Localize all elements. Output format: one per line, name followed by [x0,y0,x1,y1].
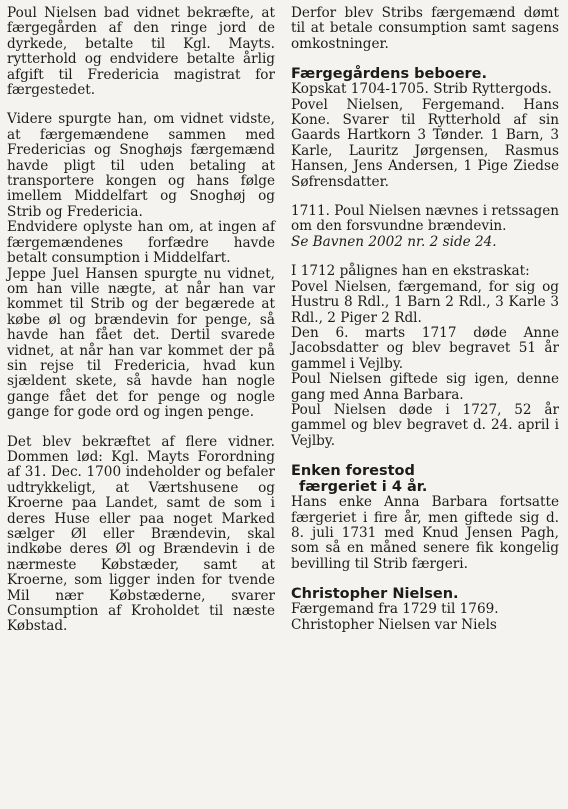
paragraph: Poul Nielsen giftede sig igen, denne gang med Anna Barbara. [291,371,559,403]
paragraph: Povel Nielsen, færgemand, for sig og Hustru 8 Rdl., 1 Barn 2 Rdl., 3 Karle 3 Rdl., 2 Piger 2 Rdl. [291,278,559,326]
right-column [291,6,559,809]
reference: Se Bavnen 2002 nr. 2 side 24. [291,233,497,250]
paragraph: Christopher Nielsen var Niels [291,616,497,633]
section-heading: Færgegårdens beboere. [291,66,488,83]
paragraph: 1711. Poul Nielsen nævnes i retssagen om den forsvundne brændevin. [291,203,559,235]
paragraph: Det blev bekræftet af flere vidner. Dommen lød: Kgl. Mayts Forordning af 31. Dec. 1700 indeholder og befaler udtrykkeligt, at Værtshusene og Kroerne paa Landet, samt de som i deres Huse eller paa noget Marked sælger Øl eller Brændevin, skal indkøbe deres Øl og Brændevin i de nærmeste Købstæder, samt at Kroerne, som ligger inden for tvende Mil nær Købstæderne, svarer Consumption af Kroholdet til næste Købstad. [7,433,275,635]
paragraph: Videre spurgte han, om vidnet vidste, at færgemændene sammen med Fredericias og Snoghøjs færgemænd havde pligt til uden betaling at transportere kongen og hans følge imellem Middelfart og Snoghøj og Strib og Fredericia. [7,111,275,220]
section-heading: Enken forestod [291,463,415,480]
paragraph: Derfor blev Stribs færgemænd dømt til at betale consumption samt sagens omkostninger. [291,5,559,52]
paragraph: Povel Nielsen, Fergemand. Hans Kone. Svarer til Rytterhold af sin Gaards Hartkorn 3 Tønder. 1 Barn, 3 Karle, Lauritz Jørgensen, Rasmus Hansen, Jens Andersen, 1 Pige Ziedse Søfrensdatter. [291,96,559,190]
paragraph: Hans enke Anna Barbara fortsatte færgeriet i fire år, men giftede sig d. 8. juli 1731 med Knud Jensen Pagh, som så en måned senere fik kongelig bevilling til Strib færgeri. [291,494,559,572]
paragraph: Endvidere oplyste han om, at ingen af færgemændenes forfædre havde betalt consumption i Middelfart. [7,219,275,267]
paragraph: Færgemand fra 1729 til 1769. [291,601,499,618]
paragraph: Den 6. marts 1717 døde Anne Jacobsdatter og blev begravet 51 år gammel i Vejlby. [291,324,559,372]
paragraph: I 1712 pålignes han en ekstraskat: [291,263,530,280]
paragraph: Poul Nielsen bad vidnet bekræfte, at færgegården af den ringe jord de dyrkede, betalte til Kgl. Mayts. rytterhold og endvidere betalte årlig afgift til Fredericia magistrat for færgestedet. [7,5,275,99]
section-heading: færgeriet i 4 år. [299,479,428,496]
section-heading: Christopher Nielsen. [291,586,459,603]
left-column [7,6,275,809]
paragraph: Kopskat 1704-1705. Strib Ryttergods. [291,81,552,98]
paragraph: Poul Nielsen døde i 1727, 52 år gammel og blev begravet d. 24. april i Vejlby. [291,401,559,449]
paragraph: Jeppe Juel Hansen spurgte nu vidnet, om han ville nægte, at når han var kommet til Strib og der begærede at købe øl og brændevin for penge, så havde han fået det. Dertil svarede vidnet, at når han var kommet der på sin rejse til Fredericia, hvad kun sjældent skete, så havde han nogle gange fået det for penge og nogle gange for gode ord og ingen penge. [7,265,275,421]
